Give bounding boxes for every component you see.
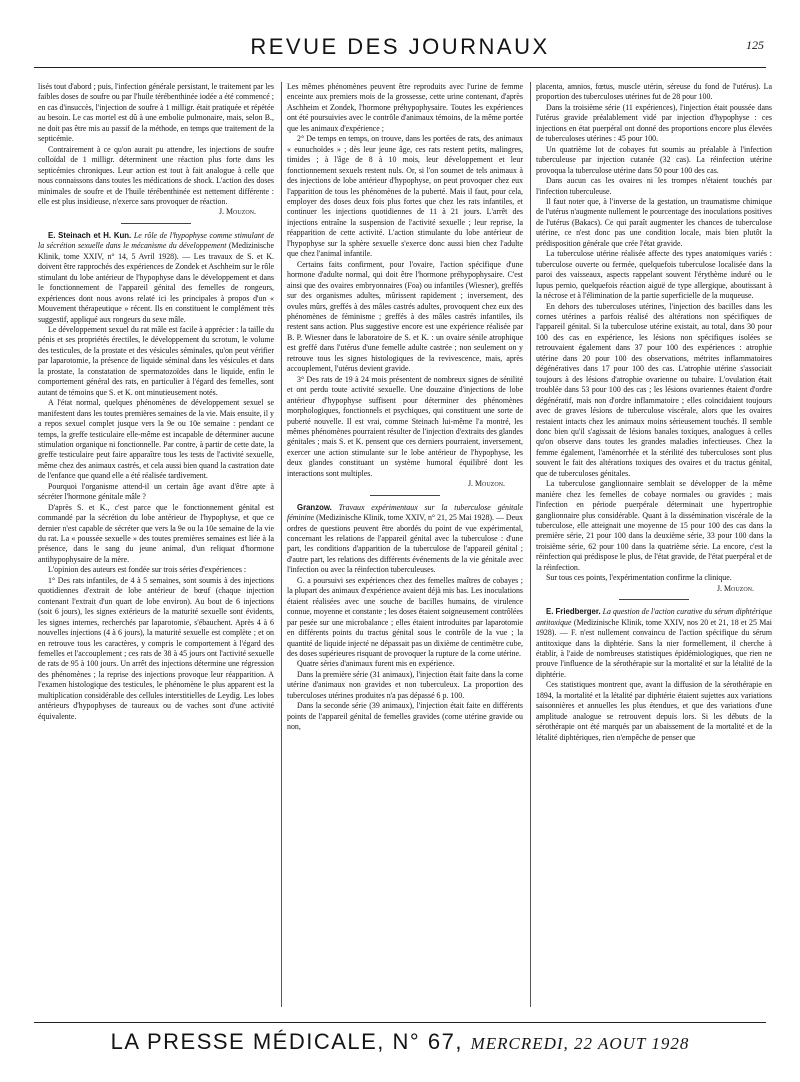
article-title: Travaux expérimentaux sur la tuberculose génitale féminine [287, 502, 523, 523]
page-header [0, 30, 800, 70]
paragraph: 1° Des rats infantiles, de 4 à 5 semaines, sont soumis à des injections quotidiennes d'extrait de lobe antérieur de bœuf (chaque injection contenant l'extrait d'un quart de lobe environ). Au bout de 6 injections (soit 6 jours), les signes extérieurs de la maturité sexuelle sont évidents, les signes internes, recherchés par laparotomie, s'ébauchent. Après 4 à 6 nouvelles injections (4 à 6 jours), la maturité sexuelle est complète ; et on en retrouve tous les caractères, y compris le comportement à l'égard des femelles et l'accouplement ; ces rats de 38 à 45 jours ont l'activité sexuelle de rats de 95 à 100 jours. Un arrêt des injections détermine une régression des phénomènes ; la reprise des injections provoque leur réapparition. A l'examen histologique des testicules, le phénomène le plus apparent est la multiplication considérable des cellules interstitielles de Leydig. Les lobes antérieurs d'hypophyses de taureaux ou de vaches sont d'une activité équivalente. [38, 575, 274, 721]
article-signature: J. Mouzon. [716, 583, 754, 593]
paragraph: Quatre séries d'animaux furent mis en expérience. [297, 659, 455, 669]
article-separator [121, 223, 191, 224]
page-footer [0, 1029, 800, 1057]
paragraph: G. a poursuivi ses expériences chez des femelles maîtres de cobayes ; la plupart des animaux d'expérience avaient déjà mis bas. Les inoculations étaient réalisées avec une souche de bacilles humains, de virulence connue, moyenne et constante ; les doses étaient soigneusement contrôlées par pesée sur une microbalance ; elles étaient introduites par laparotomie en différents points du tractus génital sous le contrôle de la vue ; la quantité de liquide injecté ne dépassait pas un dixième de centimètre cube, des doses supérieures risquant de provoquer la rupture de la corne utérine. [287, 575, 523, 659]
paragraph: En dehors des tuberculoses utérines, l'injection des bacilles dans les cornes utérines a parfois réalisé des altérations non spécifiques de l'appareil génital. Si la tuberculose utérine existait, au total, dans 30 pour 100 des cas en expérience, les lésions non spécifiques isolées se retrouvaient également dans 37 pour 100 des expériences : atrophie utérine dans 20 pour 100 des observations, métrites inflammatoires dégénératives dans 17 pour 100 des cas. L'atrophie utérine s'associait toujours à des lésions d'atrophie ovarienne ou tubaire. L'ovulation était troublée dans 53 pour 100 des cas ; les lésions ovariennes étaient d'ordre dégénératif, mais non d'ordre inflammatoire ; elles coïncidaient toujours avec de graves lésions de tuberculose viscérale, alors que les ovaires restaient intacts chez les animaux moins sérieusement touchés. Il semble donc bien qu'il s'agissait de lésions banales toxiques, analogues à celles qu'on observe dans toutes les grandes maladies infectieuses. Chez la femme également, l'aménorrhée et la stérilité des tuberculoses sont plus souvent le fait des altérations toxiques des ovaires et du tractus génital, que de tuberculoses génitales. [536, 301, 772, 478]
paragraph: Pourquoi l'organisme attend-il un certain âge avant d'être apte à sécréter l'hormone génitale mâle ? [38, 481, 274, 502]
article-signature: J. Mouzon. [218, 207, 256, 217]
footer-rule [34, 1022, 766, 1023]
journal-title: REVUE DES JOURNAUX [250, 34, 550, 59]
paragraph: Sur tous ces points, l'expérimentation confirme la clinique. [546, 573, 732, 583]
paragraph: 2° De temps en temps, on trouve, dans les portées de rats, des animaux « eunuchoïdes » ; dès leur jeune âge, ces rats restent petits, malingres, timides ; à l'âge de 8 à 10 mois, leur développement et leur fonctionnement sexuels restent nuls. Or, si l'on soumet de tels animaux à des injections de lobe antérieur d'hypophyse, on peut provoquer chez eux l'apparition de tous les phénomènes de la puberté. Mais il faut, pour cela, employer des doses deux fois plus fortes que chez les rats infantiles, et continuer les injections quotidiennes de 11 à 21 jours. L'arrêt des injections entraîne la suspension de l'activité sexuelle ; leur reprise, la réapparition de cette activité. L'action stimulante du lobe antérieur de l'hypophyse sur la sphère sexuelle s'exerce donc aussi bien chez l'adulte que chez l'animal infantile. [287, 134, 523, 259]
paragraph: L'opinion des auteurs est fondée sur trois séries d'expériences : [48, 565, 247, 575]
paragraph: Dans la seconde série (39 animaux), l'injection était faite en différents points de l'appareil génital de femelles gravides (corne utérine gravide ou non, [287, 701, 523, 732]
paragraph: Les mêmes phénomènes peuvent être reproduits avec l'urine de femme enceinte aux premiers mois de la grossesse, cette urine contenant, d'après Aschheim et Zondek, l'hormone préhypophysaire. Toutes les expériences ont été poursuivies avec le contrôle d'animaux témoins, de la même portée que les animaux d'expérience ; [287, 82, 523, 133]
article-paragraph [287, 503, 523, 576]
column-3 [536, 82, 772, 1010]
paragraph: 3° Des rats de 19 à 24 mois présentent de nombreux signes de sénilité et ont perdu toute activité sexuelle. Une douzaine d'injections de lobe antérieur d'hypophyse suffisent pour déterminer des phénomènes morphologiques, fonctionnels et psychiques, qui constituent une sorte de puberté nouvelle. Il est vrai, comme Steinach lui-même l'a montré, les mêmes phénomènes pourraient résulter de l'injection d'extraits des glandes génitales ; mais S. et K. pensent que ces derniers pourraient, inversement, exercer une action stimulante sur le lobe antérieur de l'hypophyse, les deux glandes constituant un système humoral équilibré dont les interactions sont multiples. [287, 374, 523, 478]
article-separator [370, 495, 440, 496]
paragraph: Le développement sexuel du rat mâle est facile à apprécier : la taille du pénis et ses propriétés érectiles, le développement du scrotum, le volume des testicules, de la prostate et des vésicules séminales, qu'on peut vérifier par laparotomie, la présence de liquide séminal dans les vésicules et dans la prostate, la constatation de spermatozoïdes dans le liquide, enfin le comportement général des rats, en particulier à l'égard des femelles, sont autant de témoins que S. et K. ont minutieusement notés. [38, 324, 274, 397]
paragraph: Contrairement à ce qu'on aurait pu attendre, les injections de soufre colloïdal de 1 milligr. déterminent une réaction plus forte dans les septicémies chroniques. Leur action est tout à fait analogue à celle que nous connaissons dans toutes les médications de shock. L'action des doses minimales de soufre et de l'huile térébenthinée est nettement différente : elle est plus insidieuse, n'exerce sans provoquer de réaction. [38, 144, 274, 206]
paragraph: Dans la troisième série (11 expériences), l'injection était poussée dans l'utérus gravide préalablement vidé par injection d'hypophyse : ces injections en état puerpéral ont donné des proportions encore plus élevées de tuberculoses utérines : 45 pour 100. [536, 102, 772, 144]
text-columns [38, 82, 772, 1010]
paragraph: La tuberculose ganglionnaire semblait se développer de la même manière chez les femelles de cobaye normales ou gravides ; mais l'infection en période puerpérale déterminait une hypertrophie ganglionnaire plus considérable. Quant à la dissémination viscérale de la tuberculose, elle atteignait une moyenne de 15 pour 100 des cas dans la première série, 21 pour 100 dans la deuxième série, 33 pour 100 dans la troisième série, 62 pour 100 dans la quatrième série. La encore, c'est la réinfection qui prédispose le plus, de l'état gravide, de l'état puerpéral et de la réinfection. [536, 479, 772, 572]
publication-name: LA PRESSE MÉDICALE, [110, 1029, 385, 1054]
article-paragraph [38, 231, 274, 325]
article-signature: J. Mouzon. [467, 479, 505, 489]
column-1 [38, 82, 274, 1010]
paragraph: Un quatrième lot de cobayes fut soumis au préalable à l'infection tuberculeuse par injection cutanée (32 cas). La réinfection utérine provoqua la tuberculose utérine dans 50 pour 100 des cas. [536, 144, 772, 175]
article-author: E. Steinach et H. Kun. [48, 230, 132, 240]
paragraph: placenta, amnios, fœtus, muscle utérin, séreuse du fond de l'utérus). La proportion des tuberculoses utérines fut de 28 pour 100. [536, 82, 772, 102]
article-author: E. Friedberger. [546, 607, 601, 617]
column-2 [287, 82, 523, 1010]
issue-date: MERCREDI, 22 AOUT 1928 [470, 1034, 690, 1053]
paragraph: La tuberculose utérine réalisée affecte des types anatomiques variés : tuberculose ouverte ou fermée, quelquefois tuberculose localisée dans la paroi des vaisseaux, aspects rappelant souvent l'érythème induré ou le lupus pernio, quelquefois réaction aiguë de type allergique, aboutissant à la nécrose et à l'élimination de la partie superficielle de la muqueuse. [536, 249, 772, 301]
paragraph: D'après S. et K., c'est parce que le fonctionnement génital est commandé par la sécrétion du lobe antérieur de l'hypophyse, et que ce dernier n'est capable de sécréter que vers la 9e ou la 10e semaine de la vie du rat. La « poussée sexuelle » des toutes premières semaines est liée à la présence, dans le sang du jeune animal, d'un reliquat d'hormone antihypophysaire de la mère. [38, 502, 274, 564]
article-separator [619, 599, 689, 600]
article-body: (Medizinische Klinik, tome XXIV, n° 14, 5 Avril 1928). — Les travaux de S. et K. doivent être rapprochés des expériences de Zondek et Aschheim sur le rôle stimulant du lobe antérieur de l'hypophyse dans le développement et dans le fonctionnement de l'appareil génital des femelles de rongeurs, expériences dont nous avons relaté ici les principales à propos d'un « Mouvement thérapeutique » récent. Ils en constituent le complément très suggestif, appliqué aux rongeurs du sexe mâle. [38, 241, 274, 324]
paragraph: Ces statistiques montrent que, avant la diffusion de la sérothérapie en 1894, la mortalité et la létalité par diphtérie étaient sujettes aux variations saisonnières et annuelles les plus étendues, et que des variations d'une amplitude analogue se retrouvent depuis lors. Si les débuts de la sérothérapie ont été marqués par un abaissement de la mortalité et de la létalité diphtériques, rien n'empêche de penser que [536, 680, 772, 742]
article-body: (Medizinische Klinik, tome XXIV, n° 21, 25 Mai 1928). — Deux ordres de questions peuvent être abordés du point de vue expérimental, concernant les relations de l'appareil génital avec la tuberculose : d'une part, les conditions d'apparition de la tuberculose de l'appareil génital ; d'autre part, les relations des différents événements de la vie génitale avec l'infection ou avec la réinfection tuberculeuses. [287, 513, 523, 575]
paragraph: Il faut noter que, à l'inverse de la gestation, un traumatisme chimique de l'utérus n'augmente nullement le pourcentage des inoculations positives de l'utérus (Bakacs). Ce qui paraît augmenter les chances de tuberculose utérine, ce n'est donc pas une condition locale, mais bien plutôt la prédisposition générale que crée l'état gravide. [536, 196, 772, 248]
article-title: Le rôle de l'hypophyse comme stimulant de la sécrétion sexuelle dans le mécanisme du développement [38, 230, 274, 251]
paragraph: Dans aucun cas les ovaires ni les trompes n'étaient touchés par l'infection tuberculeuse. [536, 176, 772, 196]
issue-number: N° 67, [392, 1029, 463, 1054]
header-rule [34, 67, 766, 68]
article-title: La question de l'action curative du sérum diphtérique antitoxique [536, 607, 772, 627]
page-number: 125 [746, 38, 764, 52]
paragraph: Certains faits confirment, pour l'ovaire, l'action spécifique d'une hormone d'adulte normal, qui doit être l'hormone préhypophysaire. C'est ainsi que des ovaires embryonnaires (Foa) ou infantiles (Wiesner), greffés sur des organismes adultes, mûrissent rapidement ; inversement, des ovules mûrs, greffés à des mâles castrés adultes, provoquent chez eux des phénomènes de féminisme ; greffés à des mâles castrés infantiles, ils restent sans action. Plus suggestive encore est une expérience réalisée par B. P. Wiesner dans le laboratoire de S. et K. : un ovaire sénile atrophique est greffé dans l'utérus d'une femelle adulte castrée ; non seulement on y retrouve tous les signes histologiques de la revivescence, mais, après accouplement, l'utérus devient gravide. [287, 259, 523, 374]
article-body: (Medizinische Klinik, tome XXIV, nos 20 et 21, 18 et 25 Mai 1928). — F. n'est nullement convaincu de l'action spécifique du sérum antitoxique dans la diphtérie. Sans la nier formellement, il cherche à établir, à l'aide de nombreuses statistiques épidémiologiques, que rien ne prouve l'influence de la sérothérapie sur la mortalité et sur la létalité de la diphtérie. [536, 617, 772, 679]
paragraph: Dans la première série (31 animaux), l'injection était faite dans la corne utérine d'animaux non gravides et non tuberculeux. La proportion des tuberculoses utérines produites n'a pas dépassé 6 p. 100. [287, 669, 523, 700]
paragraph: lisés tout d'abord ; puis, l'infection générale persistant, le traitement par les faibles doses de soufre ou par l'huile térébenthinée iodée a été commencé ; en cas d'insuccès, l'injection de soufre à 1 milligr. était pratiquée et répétée au besoin. Le cas mortel est dû à une embolie pulmonaire, mais, selon B., ne doit pas être mis au passif de la méthode, en temps que traitement de la septicémie. [38, 82, 274, 144]
article-author: Granzow. [297, 502, 332, 512]
article-paragraph [536, 607, 772, 680]
paragraph: A l'état normal, quelques phénomènes de développement sexuel se manifestent dans les toutes premières semaines de la vie. Mais ensuite, il y a repos sexuel complet jusque vers la 9e ou 10e semaine : pendant ce temps, la greffe testiculaire elle-même est incapable de déterminer aucune stimulation organique ni fonctionnelle. Par contre, à partir de cette date, la greffe testiculaire peut faire apparaître tous les tests de l'activité sexuelle, même chez des animaux castrés, et cela aussi bien quand la castration date de l'enfance que quand elle a été réalisée tardivement. [38, 398, 274, 481]
